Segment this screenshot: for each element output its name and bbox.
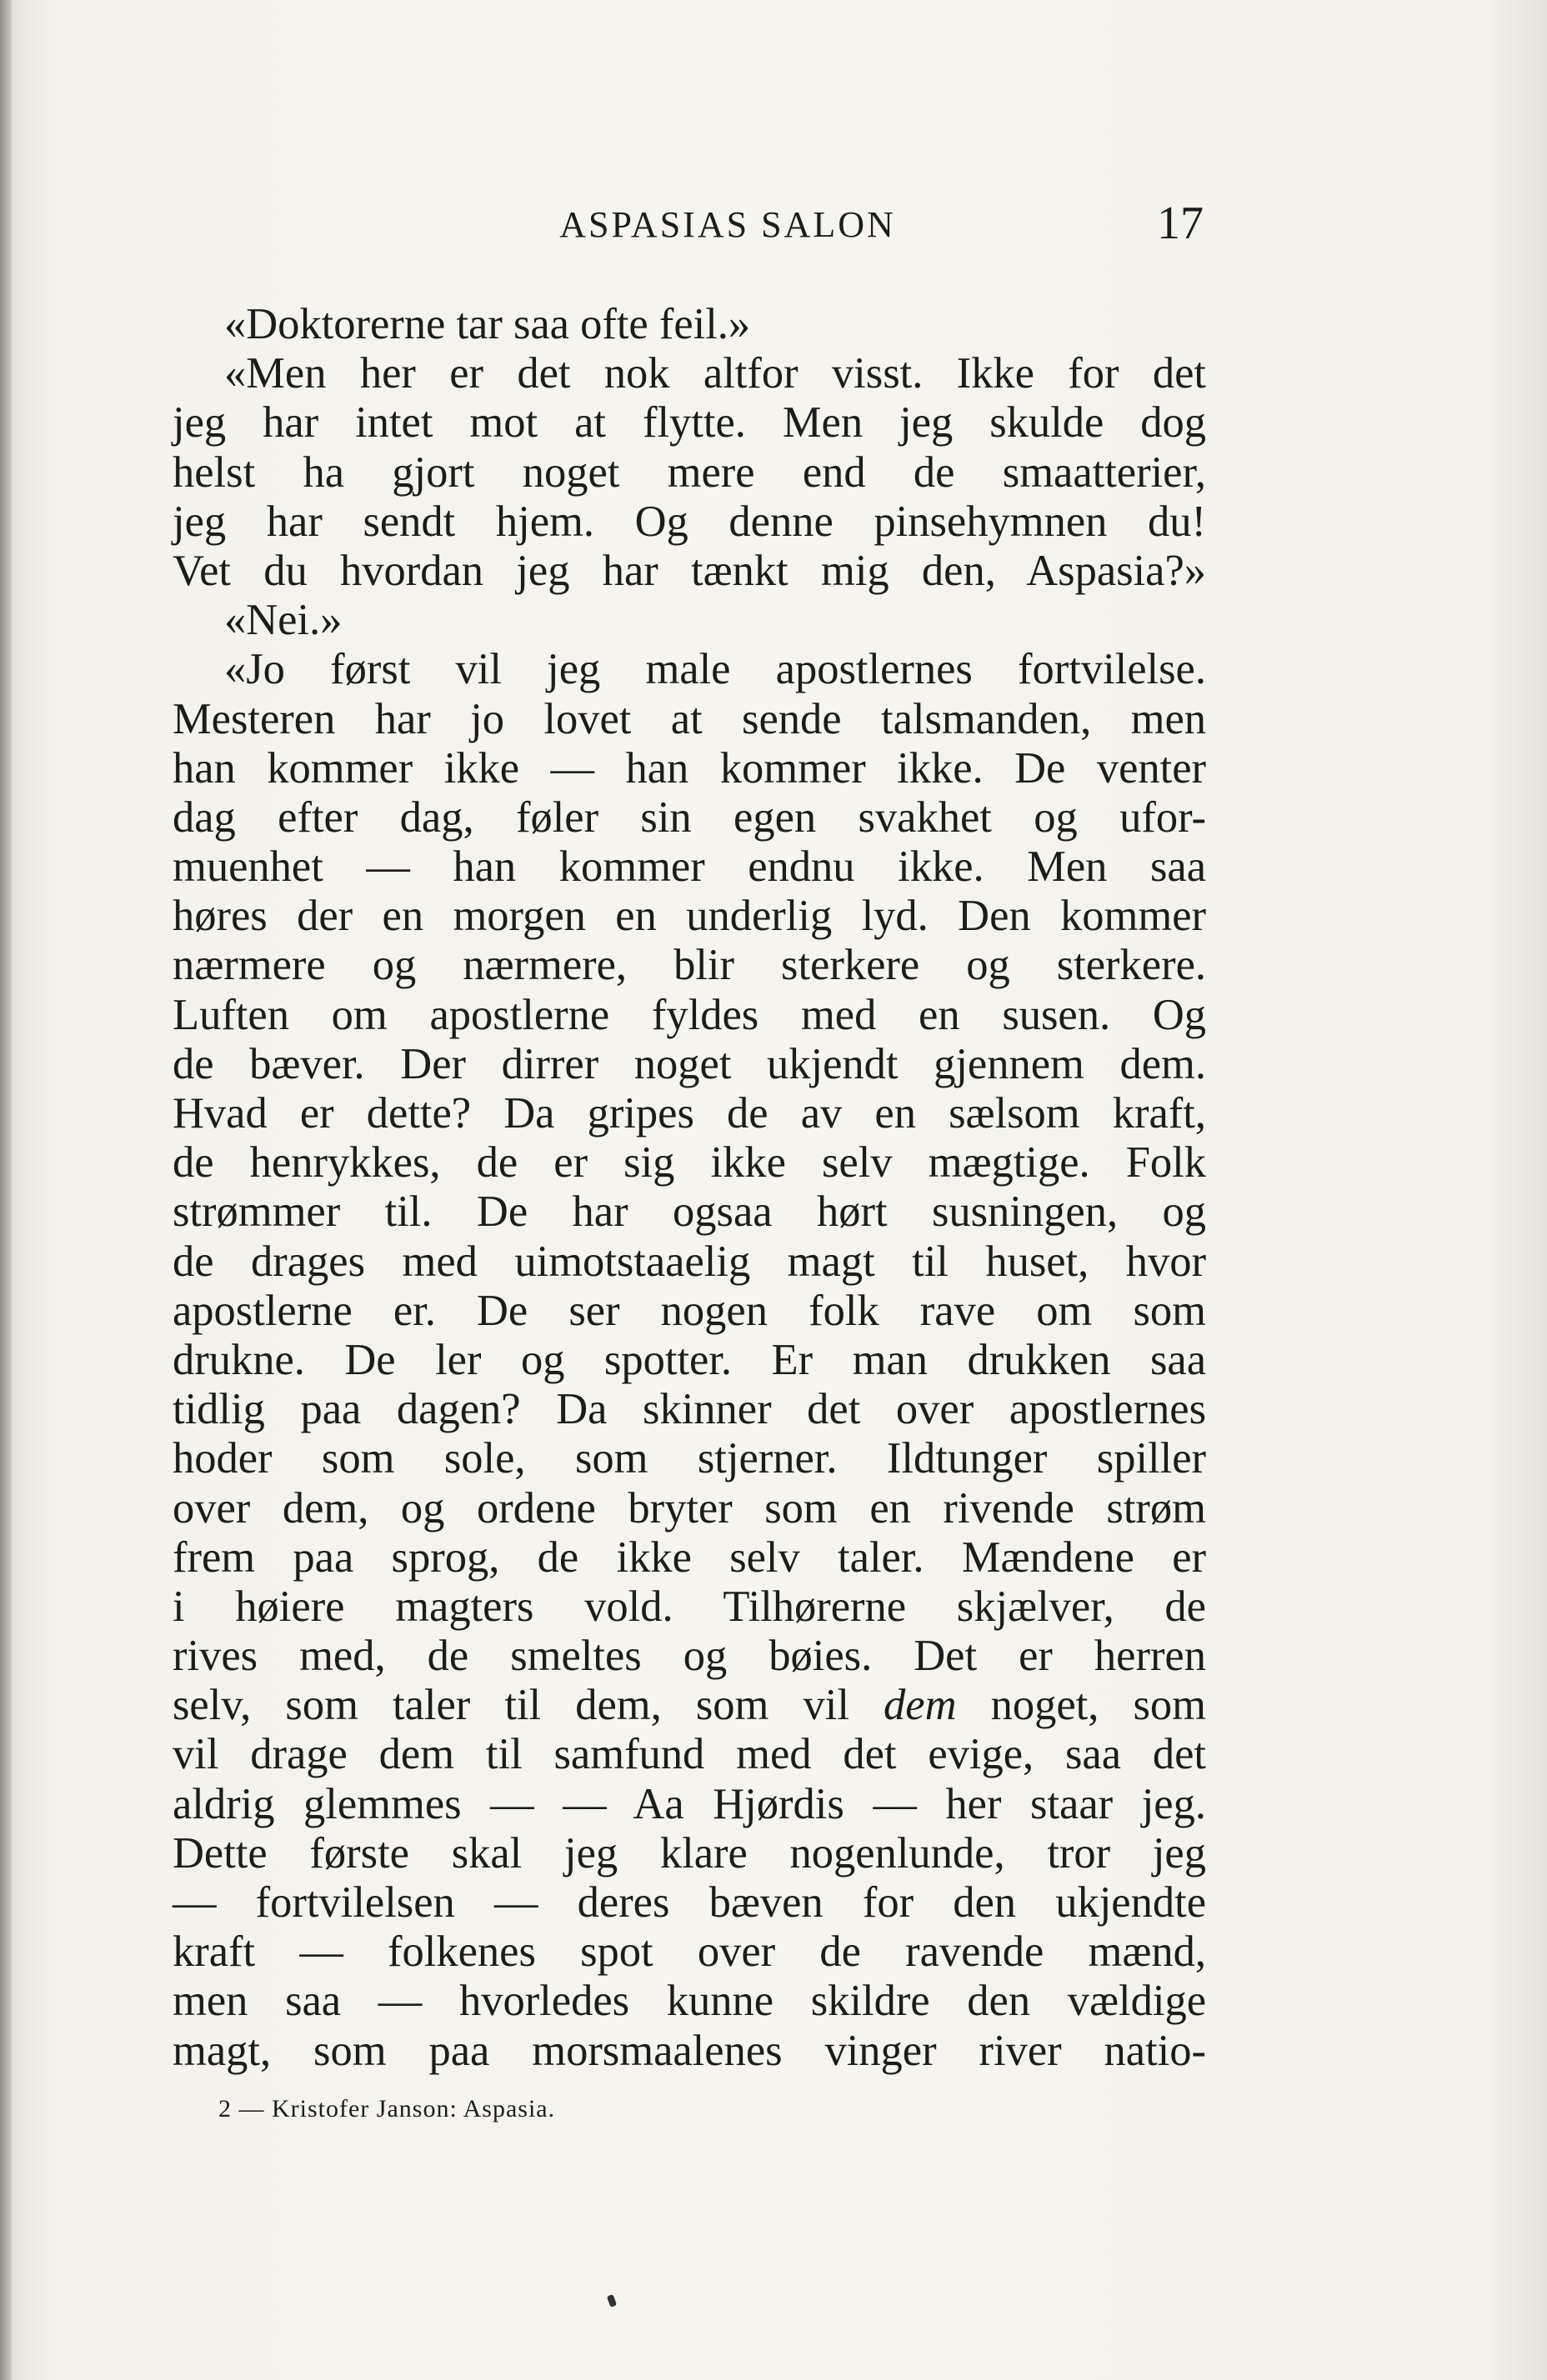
text-line: «Men her er det nok altfor visst. Ikke for det	[224, 349, 1206, 398]
text-line: Mesteren har jo lovet at sende talsmanden, men	[173, 694, 1206, 743]
page-edge-shadow	[0, 0, 12, 2380]
text-line: dag efter dag, føler sin egen svakhet og ufor-	[173, 792, 1206, 842]
text-line: «Jo først vil jeg male apostlernes fortvilelse.	[224, 645, 1206, 694]
text-line: — fortvilelsen — deres bæven for den ukjendte	[173, 1878, 1206, 1927]
text-line: Vet du hvordan jeg har tænkt mig den, Aspasia?»	[173, 546, 1206, 595]
text-line: Hvad er dette? Da gripes de av en sælsom kraft,	[173, 1089, 1206, 1138]
signature-mark: 2 — Kristofer Janson: Aspasia.	[218, 2095, 556, 2122]
text-line: jeg har sendt hjem. Og denne pinsehymnen du!	[173, 497, 1206, 546]
text-line: de henrykkes, de er sig ikke selv mægtige. Folk	[173, 1138, 1206, 1188]
text-line: over dem, og ordene bryter som en rivende strøm	[173, 1483, 1206, 1532]
text-line: apostlerne er. De ser nogen folk rave om som	[173, 1286, 1206, 1335]
text-line: han kommer ikke — han kommer ikke. De venter	[173, 743, 1206, 792]
text-line: muenhet — han kommer endnu ikke. Men saa	[173, 842, 1206, 892]
text-line: selv, som taler til dem, som vil dem noget, som	[173, 1681, 1206, 1730]
text-line: i høiere magters vold. Tilhørerne skjælver, de	[173, 1582, 1206, 1631]
ink-speck	[607, 2294, 617, 2308]
page-number: 17	[1157, 198, 1204, 249]
text-line: strømmer til. De har ogsaa hørt susningen, og	[173, 1188, 1206, 1237]
text-line: helst ha gjort noget mere end de smaatterier,	[173, 448, 1206, 497]
text-line: høres der en morgen en underlig lyd. Den kommer	[173, 892, 1206, 941]
text-line: tidlig paa dagen? Da skinner det over apostlernes	[173, 1385, 1206, 1434]
text-line: men saa — hvorledes kunne skildre den vældige	[173, 1977, 1206, 2026]
text-line: drukne. De ler og spotter. Er man drukken saa	[173, 1335, 1206, 1384]
text-line: vil drage dem til samfund med det evige, saa det	[173, 1730, 1206, 1779]
text-line: «Doktorerne tar saa ofte feil.»	[224, 300, 751, 348]
running-header-title: ASPASIAS SALON	[559, 204, 896, 245]
text-line: «Nei.»	[224, 596, 343, 645]
emphasized-word: dem	[884, 1681, 957, 1730]
text-line: de bæver. Der dirrer noget ukjendt gjennem dem.	[173, 1039, 1206, 1088]
text-line: de drages med uimotstaaelig magt til huset, hvor	[173, 1237, 1206, 1286]
text-line: kraft — folkenes spot over de ravende mænd,	[173, 1928, 1206, 1977]
body-text	[173, 300, 1206, 2076]
text-line: rives med, de smeltes og bøies. Det er herren	[173, 1632, 1206, 1681]
text-line: hoder som sole, som stjerner. Ildtunger spiller	[173, 1434, 1206, 1483]
text-line: magt, som paa morsmaalenes vinger river natio-	[173, 2026, 1206, 2075]
text-line: Luften om apostlerne fyldes med en susen. Og	[173, 990, 1206, 1039]
text-line: aldrig glemmes — — Aa Hjørdis — her staar jeg.	[173, 1779, 1206, 1828]
text-line: Dette første skal jeg klare nogenlunde, tror jeg	[173, 1828, 1206, 1878]
text-line: frem paa sprog, de ikke selv taler. Mændene er	[173, 1532, 1206, 1582]
text-line: nærmere og nærmere, blir sterkere og sterkere.	[173, 941, 1206, 990]
text-line: jeg har intet mot at flytte. Men jeg skulde dog	[173, 398, 1206, 448]
